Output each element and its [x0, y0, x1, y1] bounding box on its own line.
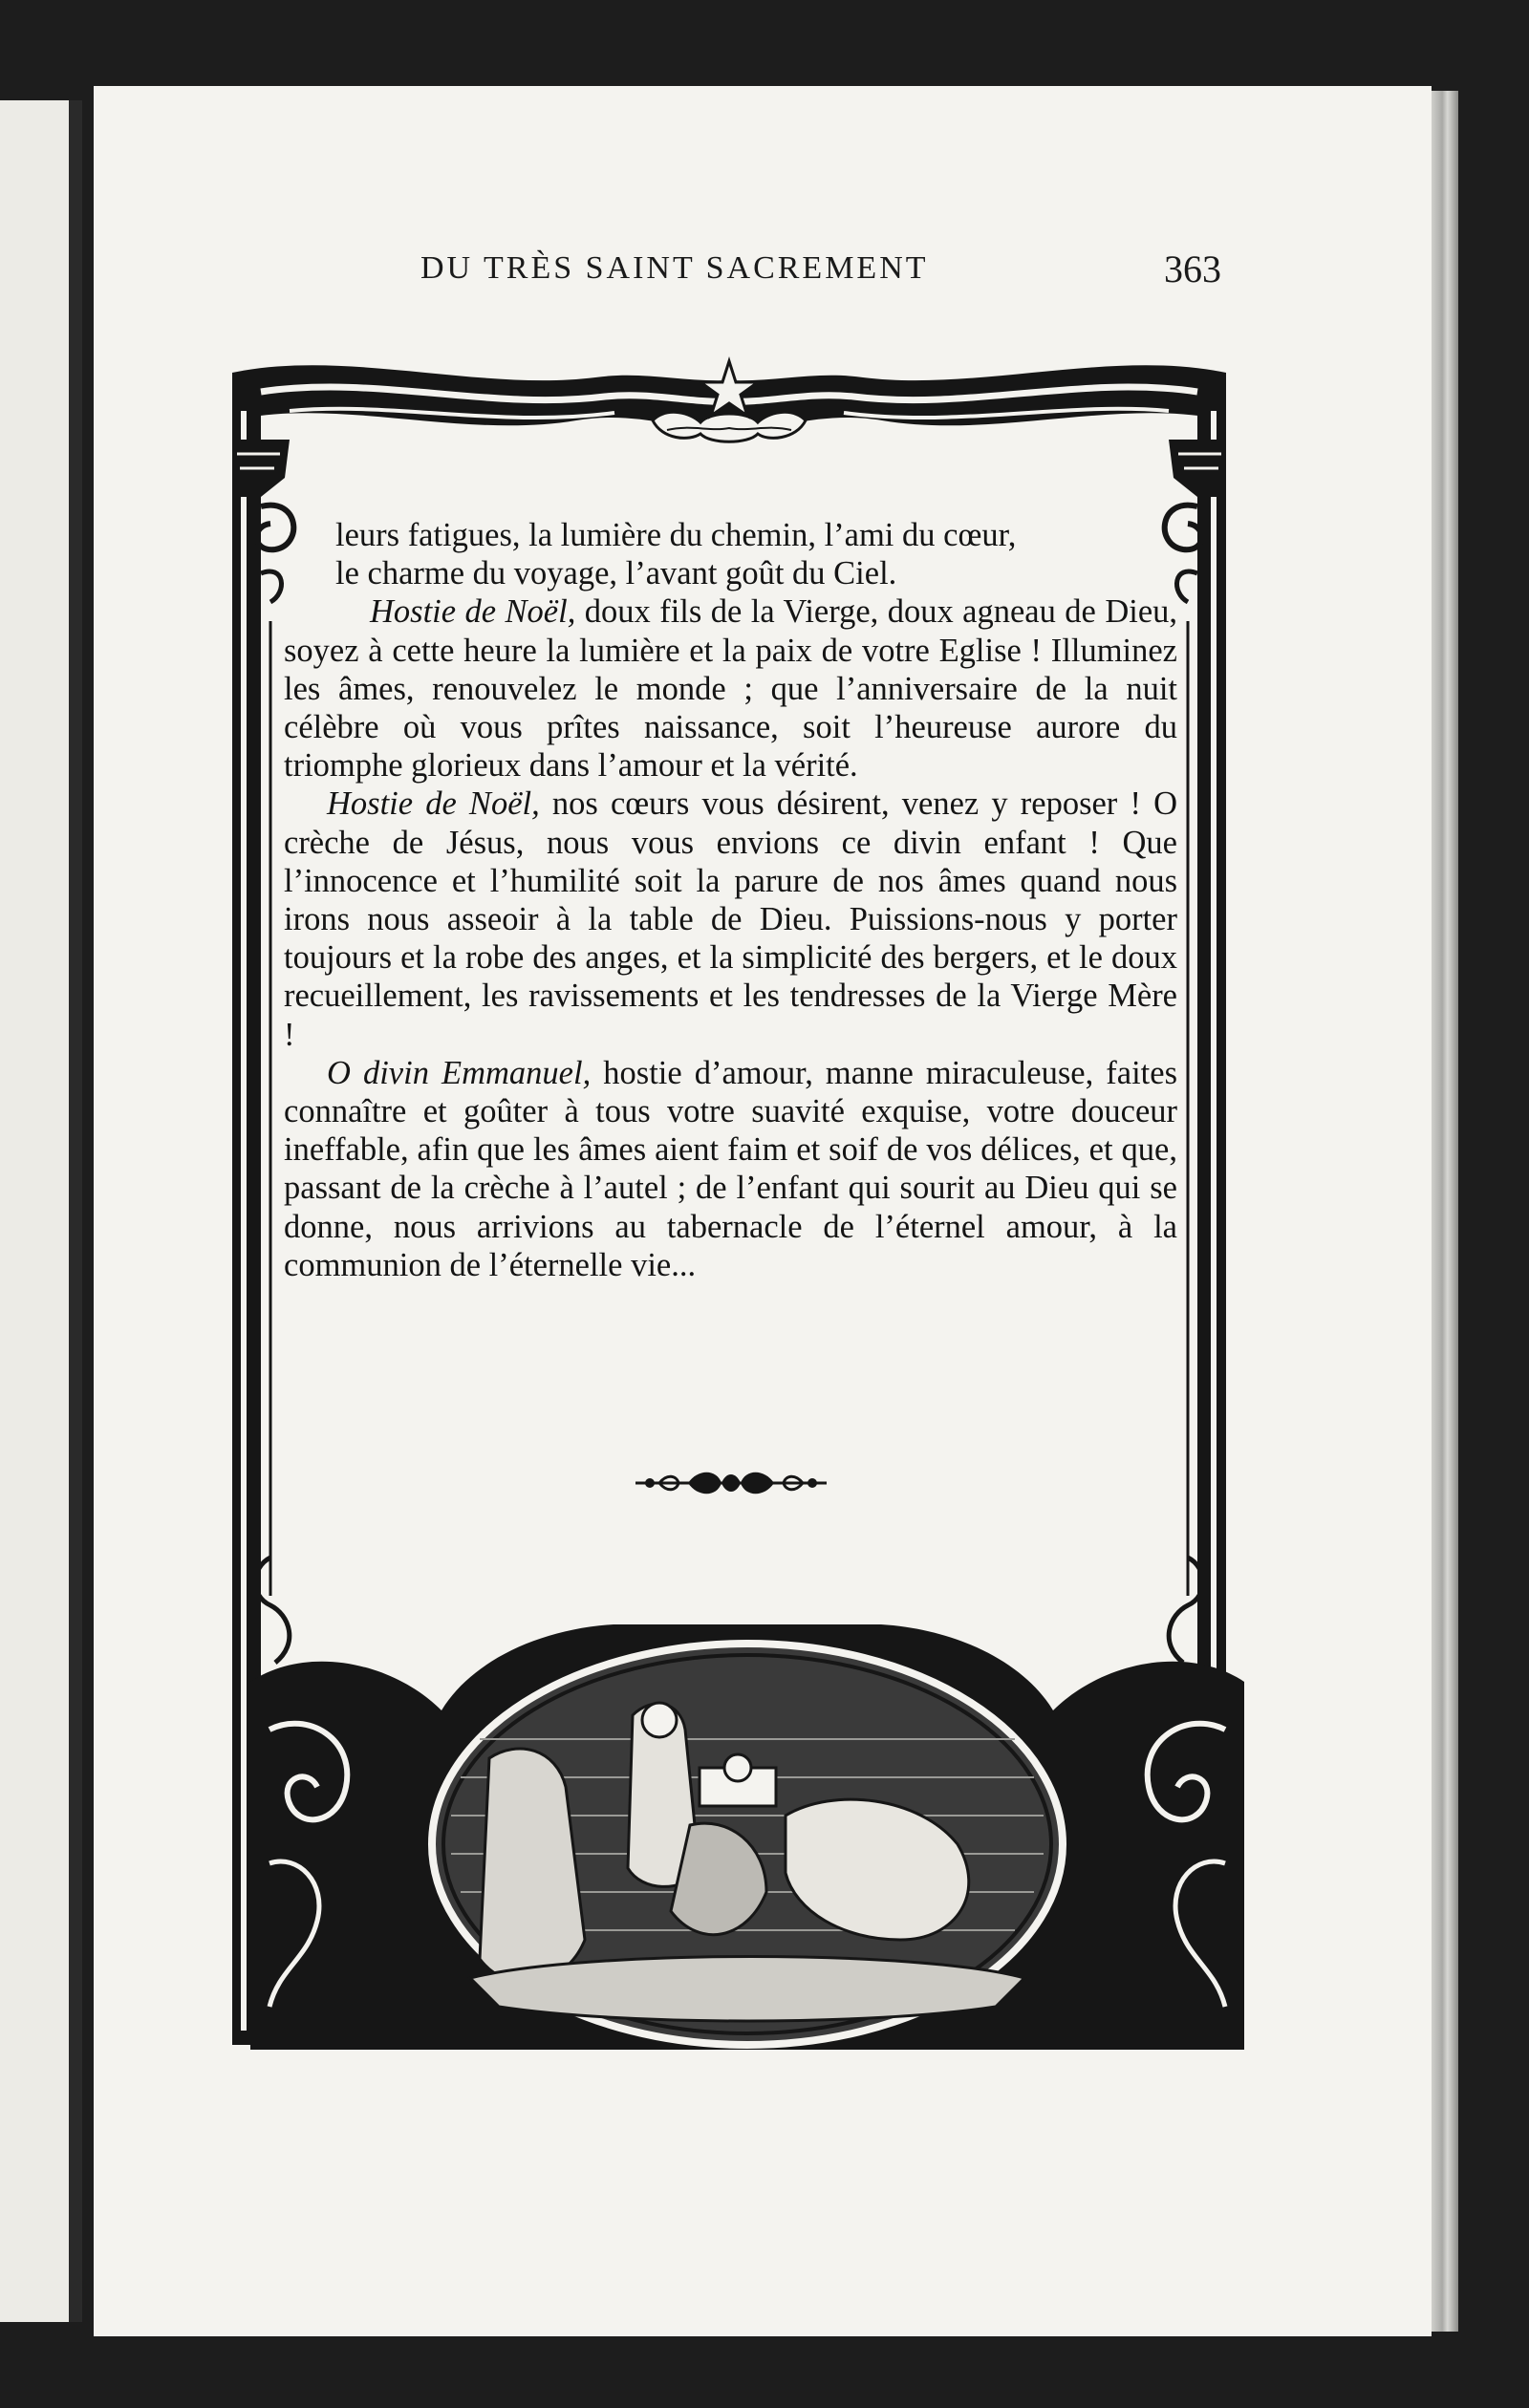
facing-page-edge — [0, 100, 76, 2322]
paragraph-3-italic: Hostie de Noël, — [327, 785, 540, 823]
paragraph-3 — [284, 785, 1177, 1053]
paragraph-1-line-2: le charme du voyage, l’avant goût du Ciel. — [335, 555, 897, 592]
paragraph-4-italic: O divin Emmanuel, — [327, 1054, 592, 1091]
paragraph-1-line-1: leurs fatigues, la lumière du chemin, l’ami du cœur, — [335, 517, 1017, 553]
page-number: 363 — [1164, 247, 1221, 290]
paragraph-4-text: hostie d’amour, manne miraculeuse, faites connaître et goûter à tous votre suavité exquise, votre douceur ineffable, afin que les âmes aient faim et soif de vos délices, et que, passant de la crèche à l’autel ; de l’enfant qui sourit au Dieu qui se donne, nous arrivions au tabernacle de l’éternel amour, à la communion de l’éternelle vie... — [284, 1054, 1178, 1283]
paragraph-2 — [284, 592, 1177, 785]
nativity-illustration — [250, 1624, 1244, 2050]
page-stack-edge — [1432, 91, 1458, 2332]
paragraph-3-text: nos cœurs vous désirent, venez y reposer ! O crèche de Jésus, nous vous envions ce divin enfant ! Que l’innocence et l’humilité soit la parure de nos âmes quand nous irons nous asseoir à la table de Dieu. Puissions-nous y porter toujours et la robe des anges, et la simplicité des bergers, et le doux recueillement, les ravissements et les tendresses de la Vierge Mère ! — [284, 785, 1177, 1053]
fleuron-icon — [631, 1464, 831, 1502]
paragraph-4 — [284, 1054, 1177, 1284]
running-head: DU TRÈS SAINT SACREMENT — [420, 250, 929, 286]
body-text — [284, 516, 1177, 1284]
book-gutter — [69, 100, 82, 2322]
paragraph-2-text: doux fils de la Vierge, doux agneau de Dieu, soyez à cette heure la lumière et la paix de votre Eglise ! Illuminez les âmes, renouvelez le monde ; que l’anniversaire de la nuit célèbre où vous prîtes naissance, soit l’heureuse aurore du triomphe glorieux dans l’amour et la vérité. — [284, 593, 1178, 785]
paragraph-2-italic: Hostie de Noël, — [370, 593, 576, 631]
